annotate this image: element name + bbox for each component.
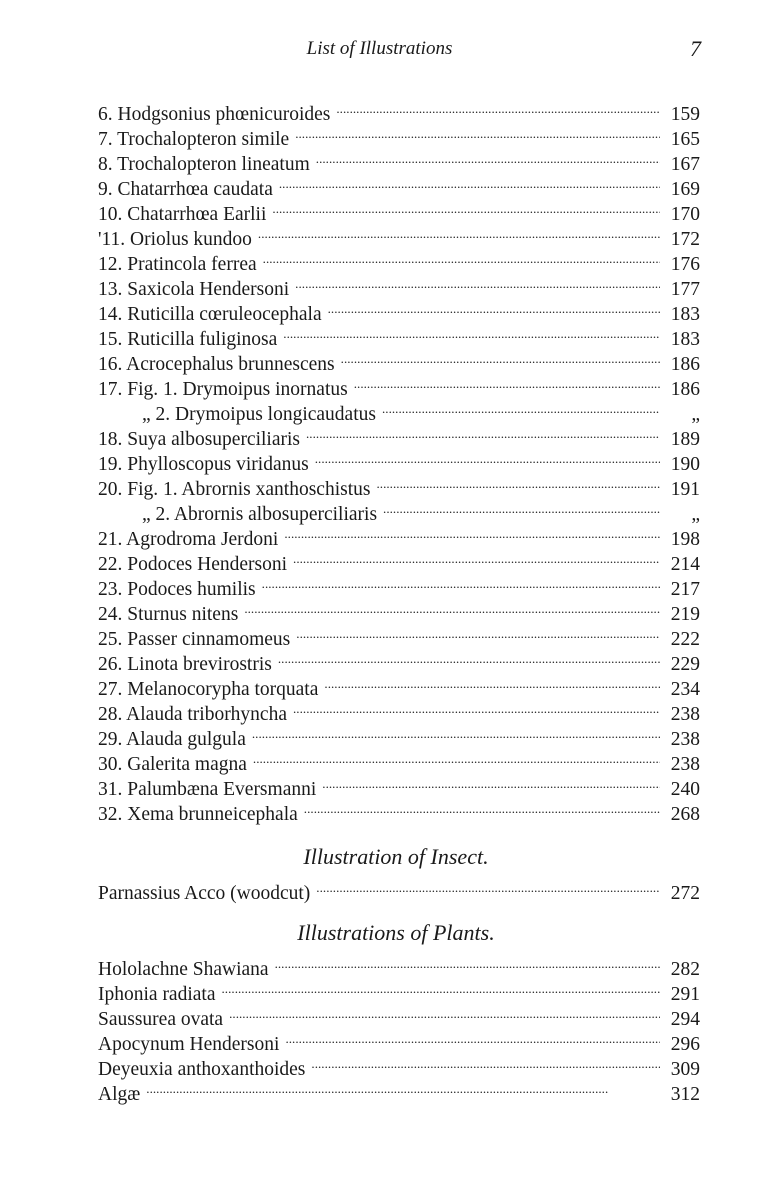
entry-page-number: 272	[670, 883, 700, 904]
entry-title: Parnassius Acco (woodcut)	[98, 883, 311, 904]
dot-leader	[293, 545, 660, 570]
entry-page-number: 294	[670, 1009, 700, 1030]
entry-title: 21. Agrodroma Jerdoni	[98, 529, 279, 550]
entry-title: 12. Pratincola ferrea	[98, 254, 257, 275]
running-title: List of Illustrations	[306, 38, 453, 59]
entry-page-number: 282	[670, 959, 700, 980]
entry-page-number: 190	[670, 454, 700, 475]
entry-page-number: 198	[670, 529, 700, 550]
dot-leader	[279, 170, 660, 195]
entry-title: 26. Linota brevirostris	[98, 654, 272, 675]
entry-page-number: 176	[670, 254, 700, 275]
entry-title: 13. Saxicola Hendersoni	[98, 279, 290, 300]
entry-page-number: 177	[670, 279, 700, 300]
entry-page-number: 309	[670, 1059, 700, 1080]
entry-title: Algæ	[98, 1084, 141, 1105]
dot-leader	[304, 795, 660, 820]
entry-page-number: 238	[670, 704, 700, 725]
bird-illustrations-list	[98, 95, 700, 825]
entry-page-number: 214	[670, 554, 700, 575]
dot-leader	[315, 445, 660, 470]
plants-section	[98, 916, 700, 1105]
entry-page-number: 291	[670, 984, 700, 1005]
dot-leader	[278, 645, 660, 670]
dot-leader	[316, 874, 660, 899]
contents-entry	[98, 1075, 700, 1105]
dot-leader	[229, 1000, 660, 1025]
entry-page-number: 191	[670, 479, 700, 500]
dot-leader	[296, 620, 660, 645]
insect-section	[98, 840, 700, 904]
entry-page-number: 238	[670, 729, 700, 750]
entry-page-number: 296	[670, 1034, 700, 1055]
entry-title: 20. Fig. 1. Abrornis xanthoschistus	[98, 479, 371, 500]
dot-leader	[295, 270, 660, 295]
entry-title: 15. Ruticilla fuliginosa	[98, 329, 278, 350]
entry-title: 25. Passer cinnamomeus	[98, 629, 291, 650]
entry-title: 17. Fig. 1. Drymoipus inornatus	[98, 379, 348, 400]
dot-leader	[252, 720, 660, 745]
entry-title: 32. Xema brunneicephala	[98, 804, 298, 825]
entry-page-number: 170	[670, 204, 700, 225]
entry-title: 27. Melanocorypha torquata	[98, 679, 319, 700]
page-number: 7	[690, 36, 701, 61]
entry-page-number: 229	[670, 654, 700, 675]
entry-page-number: 240	[670, 779, 700, 800]
dot-leader	[262, 570, 660, 595]
contents-entry	[98, 950, 700, 980]
entry-title: '11. Oriolus kundoo	[98, 229, 252, 250]
dot-leader	[284, 520, 660, 545]
dot-leader	[322, 770, 660, 795]
dot-leader	[285, 1025, 660, 1050]
entry-title: 6. Hodgsonius phœnicuroides	[98, 104, 331, 125]
dot-leader	[382, 395, 660, 420]
dot-leader	[272, 195, 660, 220]
entry-page-number: 189	[670, 429, 700, 450]
dot-leader	[324, 670, 660, 695]
entry-title: 31. Palumbæna Eversmanni	[98, 779, 317, 800]
entry-title: „ 2. Drymoipus longicaudatus	[142, 404, 376, 425]
entry-page-number: 186	[670, 379, 700, 400]
entry-title: 19. Phylloscopus viridanus	[98, 454, 309, 475]
dot-leader	[258, 220, 660, 245]
dot-leader	[341, 345, 660, 370]
dot-leader	[354, 370, 660, 395]
entry-title: 18. Suya albosuperciliaris	[98, 429, 300, 450]
entry-page-number: 165	[670, 129, 700, 150]
entry-page-number: 159	[670, 104, 700, 125]
entry-title: „ 2. Abrornis albosuperciliaris	[142, 504, 378, 525]
entry-title: 16. Acrocephalus brunnescens	[98, 354, 335, 375]
insect-illustrations-list	[98, 874, 700, 904]
entry-title: Apocynum Hendersoni	[98, 1034, 280, 1055]
entry-title: Hololachne Shawiana	[98, 959, 269, 980]
entry-page-number: 183	[670, 329, 700, 350]
entry-page-number: 222	[670, 629, 700, 650]
entry-title: 24. Sturnus nitens	[98, 604, 239, 625]
entry-title: 23. Podoces humilis	[98, 579, 256, 600]
dot-leader	[328, 295, 660, 320]
entry-page-number: 234	[670, 679, 700, 700]
entry-page-number: 186	[670, 354, 700, 375]
entry-title: 30. Galerita magna	[98, 754, 247, 775]
entry-page-number: „	[691, 504, 700, 525]
contents-entry	[98, 874, 700, 904]
entry-title: Iphonia radiata	[98, 984, 216, 1005]
entry-page-number: 238	[670, 754, 700, 775]
contents-entry	[98, 95, 700, 125]
dot-leader	[222, 975, 661, 1000]
entry-page-number: 167	[670, 154, 700, 175]
entry-title: 8. Trochalopteron lineatum	[98, 154, 310, 175]
dot-leader	[293, 695, 660, 720]
entry-page-number: 219	[670, 604, 700, 625]
entry-title: 29. Alauda gulgula	[98, 729, 246, 750]
dot-leader	[253, 745, 660, 770]
entry-title: Saussurea ovata	[98, 1009, 224, 1030]
plant-illustrations-list	[98, 950, 700, 1105]
dot-leader	[383, 495, 660, 520]
dot-leader	[316, 145, 660, 170]
running-header	[0, 36, 759, 66]
dot-leader	[376, 470, 660, 495]
entry-title: 14. Ruticilla cœruleocephala	[98, 304, 322, 325]
dot-leader	[311, 1050, 660, 1075]
entry-title: Deyeuxia anthoxanthoides	[98, 1059, 306, 1080]
entry-page-number: 169	[670, 179, 700, 200]
dot-leader	[283, 320, 660, 345]
entry-page-number: „	[691, 404, 700, 425]
entry-title: 7. Trochalopteron simile	[98, 129, 290, 150]
insect-section-heading: Illustration of Insect.	[303, 844, 489, 869]
dot-leader	[244, 595, 660, 620]
dot-leader	[263, 245, 660, 270]
entry-page-number: 312	[670, 1084, 700, 1105]
dot-leader	[295, 120, 660, 145]
entry-title: 9. Chatarrhœa caudata	[98, 179, 273, 200]
entry-title: 10. Chatarrhœa Earlii	[98, 204, 267, 225]
entry-page-number: 268	[670, 804, 700, 825]
dot-leader	[336, 95, 660, 120]
entry-page-number: 172	[670, 229, 700, 250]
dot-leader	[275, 950, 660, 975]
entry-page-number: 217	[670, 579, 700, 600]
plants-section-heading: Illustrations of Plants.	[297, 920, 495, 945]
entry-page-number: 183	[670, 304, 700, 325]
entry-title: 28. Alauda triborhyncha	[98, 704, 287, 725]
entry-title: 22. Podoces Hendersoni	[98, 554, 288, 575]
dot-leader	[146, 1075, 660, 1100]
dot-leader	[306, 420, 660, 445]
